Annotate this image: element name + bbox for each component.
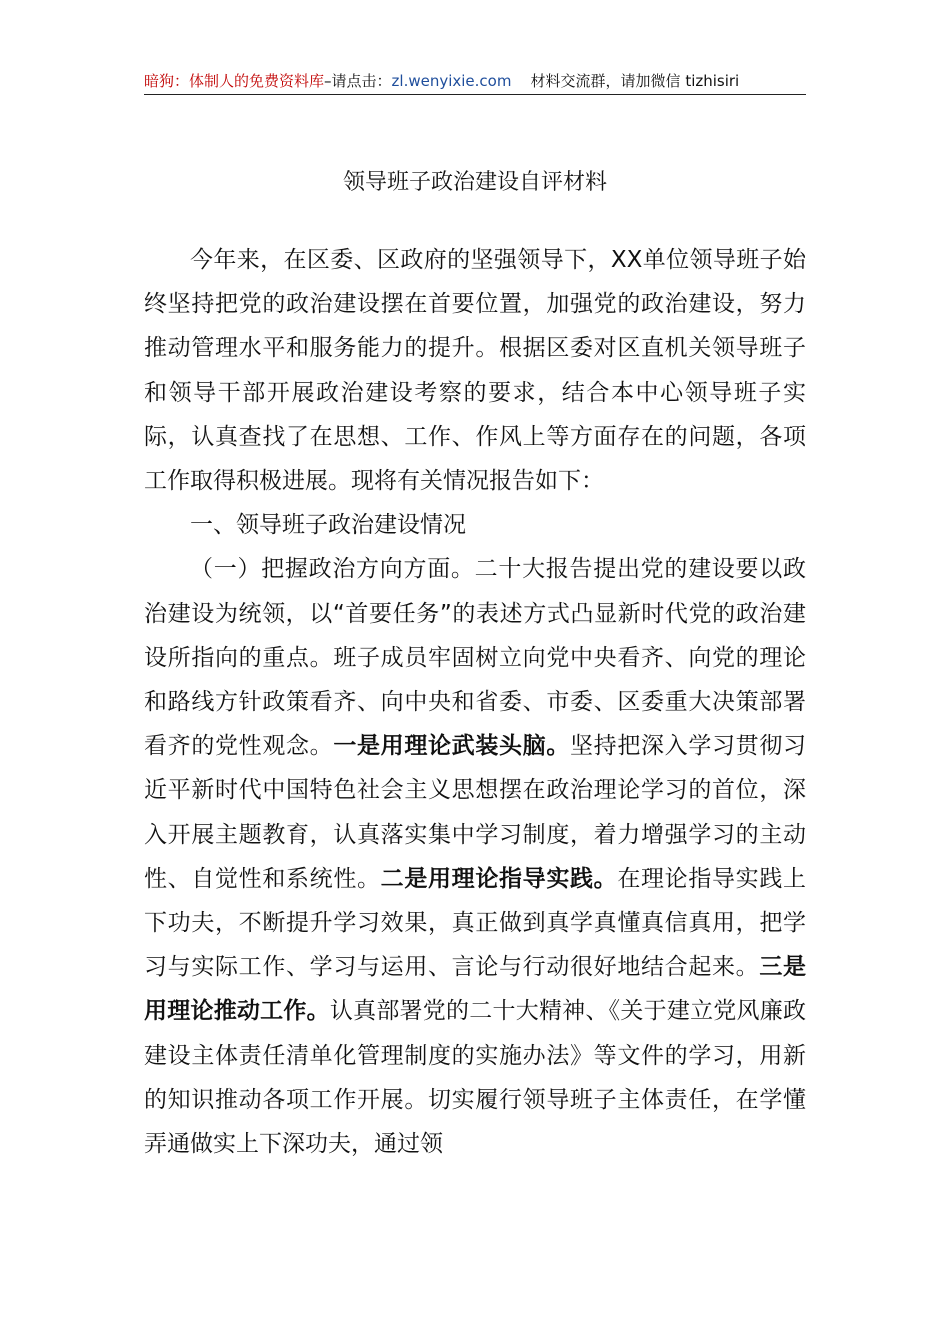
- point-1-text: 坚持把深入学习贯彻习近平新时代中国特色社会主义思想摆在政治理论学习的首位，深入开展主题教育，认真落实集中学习制度，着力增强学习的主动性、自觉性和系统性。: [144, 733, 807, 892]
- section-heading: 一、领导班子政治建设情况: [190, 512, 466, 539]
- point-3-text: 认真部署党的二十大精神、《关于建立党风廉政建设主体责任清单化管理制度的实施办法》等文件的学习，用新的知识推动各项工作开展。切实履行领导班子主体责任，在学懂弄通做实上下深功夫，通过领: [144, 998, 807, 1158]
- header-divider: [144, 94, 806, 95]
- header-brand: 暗狗：体制人的免费资料库: [144, 72, 325, 90]
- page-header: [144, 68, 806, 94]
- body-paragraph: [144, 547, 806, 1166]
- header-gap: [511, 72, 530, 90]
- point-2-text: 在理论指导实践上下功夫，不断提升学习效果，真正做到真学真懂真信真用，把学习与实际工作、学习与运用、言论与行动很好地结合起来。: [144, 865, 807, 981]
- bold-point-1: 一是用理论武装头脑。: [333, 733, 571, 760]
- header-contact: 材料交流群，请加微信 tizhisiri: [530, 72, 740, 90]
- intro-paragraph: 今年来，在区委、区政府的坚强领导下，XX单位领导班子始终坚持把党的政治建设摆在首要位置，加强党的政治建设，努力推动管理水平和服务能力的提升。根据区委对区直机关领导班子和领导干部开展政治建设考察的要求，结合本中心领导班子实际，认真查找了在思想、工作、作风上等方面存在的问题，各项工作取得积极进展。现将有关情况报告如下：: [144, 247, 806, 495]
- document-title: 领导班子政治建设自评材料: [342, 170, 607, 195]
- header-prompt: –请点击：: [324, 72, 392, 90]
- document-body: [144, 238, 806, 1166]
- bold-point-2: 二是用理论指导实践。: [380, 865, 618, 892]
- bold-point-3: 三是用理论推动工作。: [144, 954, 807, 1025]
- header-link[interactable]: zl.wenyixie.com: [391, 72, 512, 90]
- paragraph-lead: （一）把握政治方向方面。二十大报告提出党的建设要以政治建设为统领，以“首要任务”的表述方式凸显新时代党的政治建设所指向的重点。班子成员牢固树立向党中央看齐、向党的理论和路线方针政策看齐、向中央和省委、市委、区委重大决策部署看齐的党性观念。: [144, 556, 806, 760]
